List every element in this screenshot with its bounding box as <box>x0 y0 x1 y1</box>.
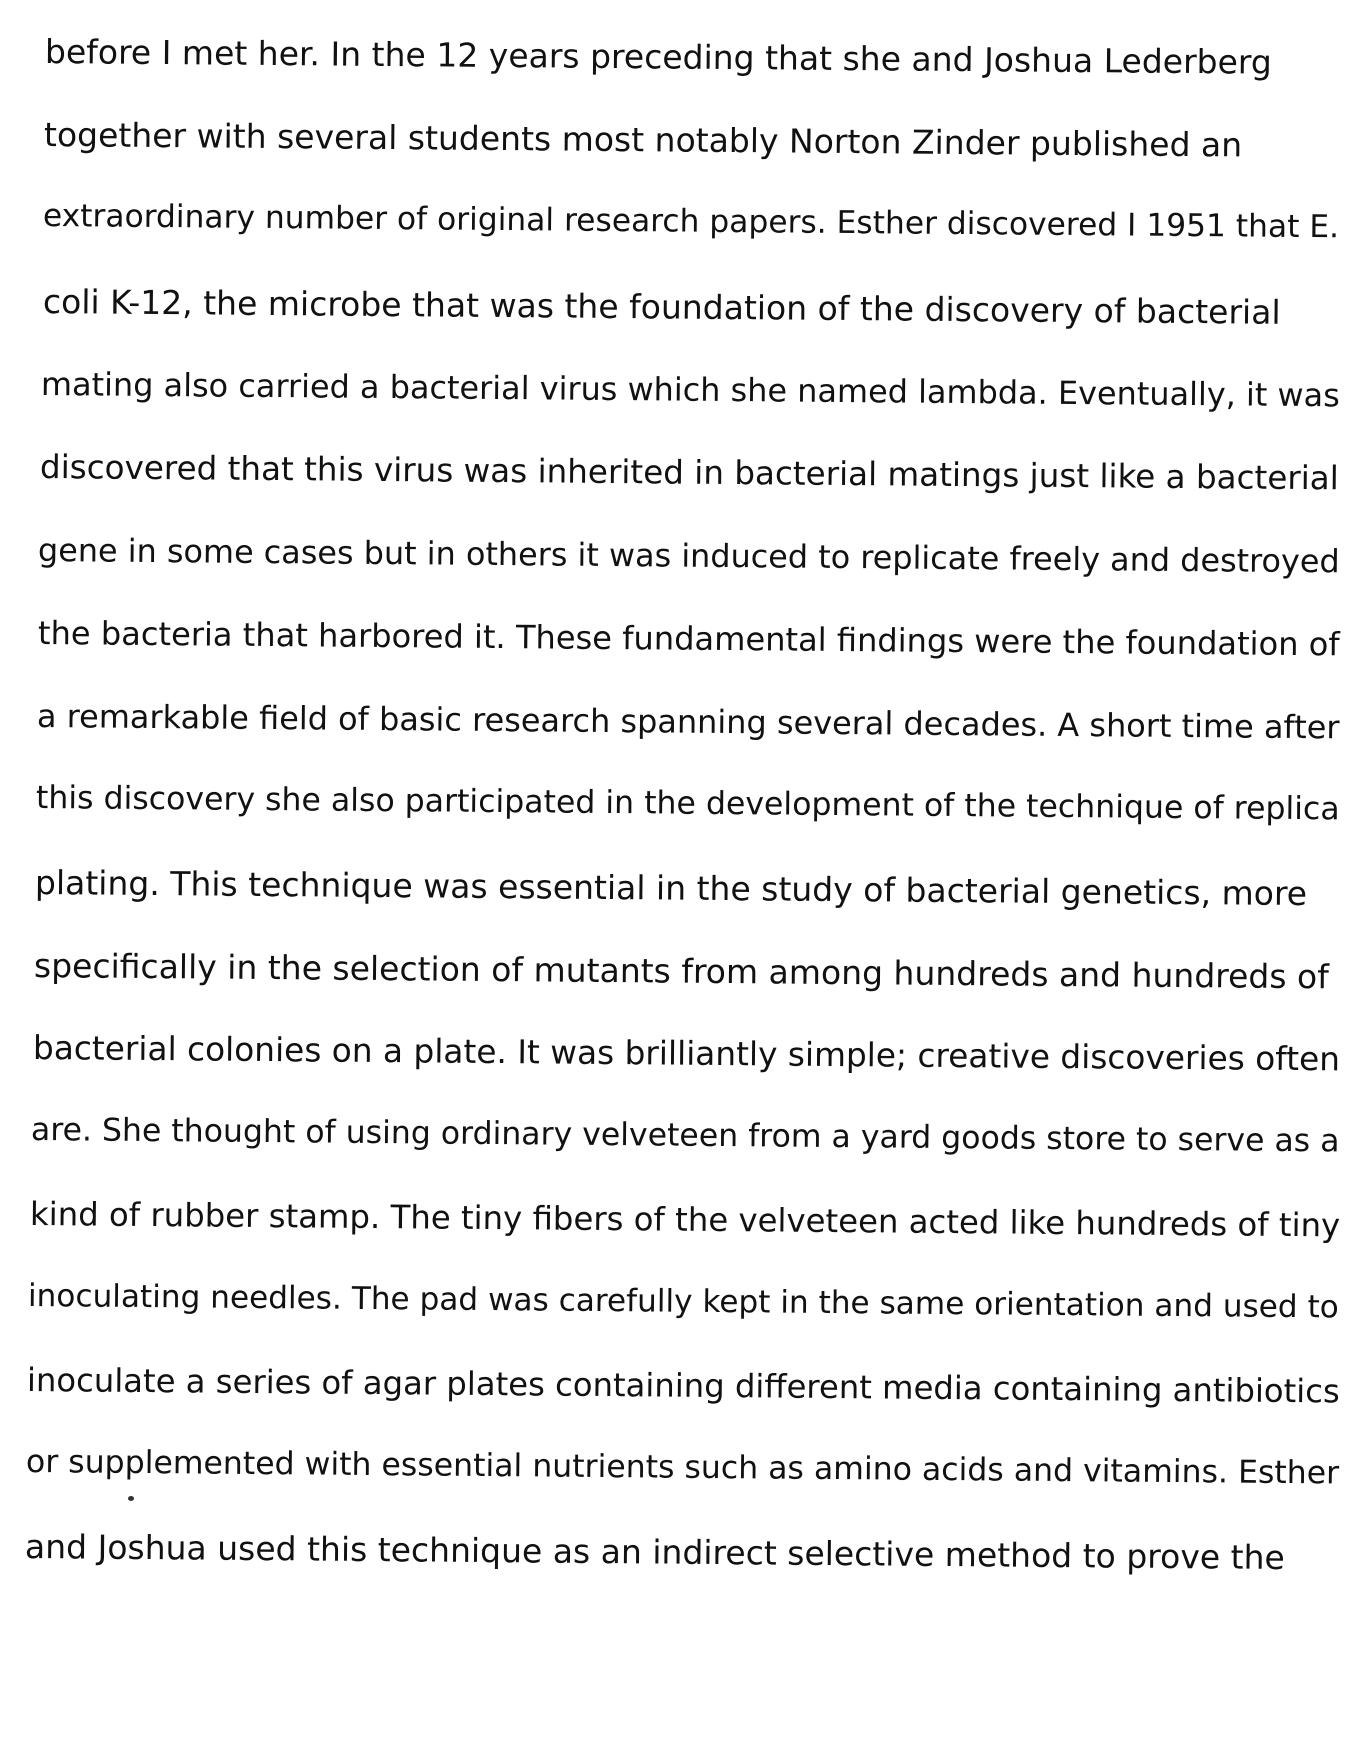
scan-speck <box>128 1496 134 1501</box>
text-line-7: gene in some cases but in others it was induced to replicate freely and destroyed <box>37 531 1340 581</box>
text-line-1: before I met her. In the 12 years preceding that she and Joshua Lederberg <box>44 32 1272 82</box>
text-line-11: plating. This technique was essential in the study of bacterial genetics, more <box>34 863 1308 914</box>
text-line-13: bacterial colonies on a plate. It was brilliantly simple; creative discoveries often <box>32 1029 1341 1079</box>
text-line-8: the bacteria that harbored it. These fundamental findings were the foundation of <box>37 614 1340 664</box>
text-line-18: or supplemented with essential nutrients such as amino acids and vitamins. Esther <box>25 1444 1340 1492</box>
text-line-15: kind of rubber stamp. The tiny fibers of the velveteen acted like hundreds of tiny <box>29 1195 1341 1245</box>
text-line-14: are. She thought of using ordinary velveteen from a yard goods store to serve as a <box>30 1112 1340 1160</box>
text-line-2: together with several students most notably Norton Zinder published an <box>43 115 1243 165</box>
text-line-10: this discovery she also participated in the development of the technique of replica <box>35 780 1340 828</box>
text-line-9: a remarkable field of basic research spanning several decades. A short time after <box>36 697 1340 747</box>
text-line-6: discovered that this virus was inherited in bacterial matings just like a bacterial <box>39 448 1339 498</box>
text-line-19: and Joshua used this technique as an indirect selective method to prove the <box>24 1527 1285 1577</box>
text-line-5: mating also carried a bacterial virus which she named lambda. Eventually, it was <box>40 365 1340 415</box>
text-line-3: extraordinary number of original research papers. Esther discovered I 1951 that E. <box>42 198 1340 246</box>
text-line-12: specifically in the selection of mutants from among hundreds and hundreds of <box>33 946 1329 997</box>
text-line-16: inoculating needles. The pad was carefully kept in the same orientation and used to <box>27 1278 1339 1326</box>
text-line-4: coli K-12, the microbe that was the foundation of the discovery of bacterial <box>42 282 1281 332</box>
text-line-17: inoculate a series of agar plates containing different media containing antibiotics <box>26 1361 1340 1411</box>
